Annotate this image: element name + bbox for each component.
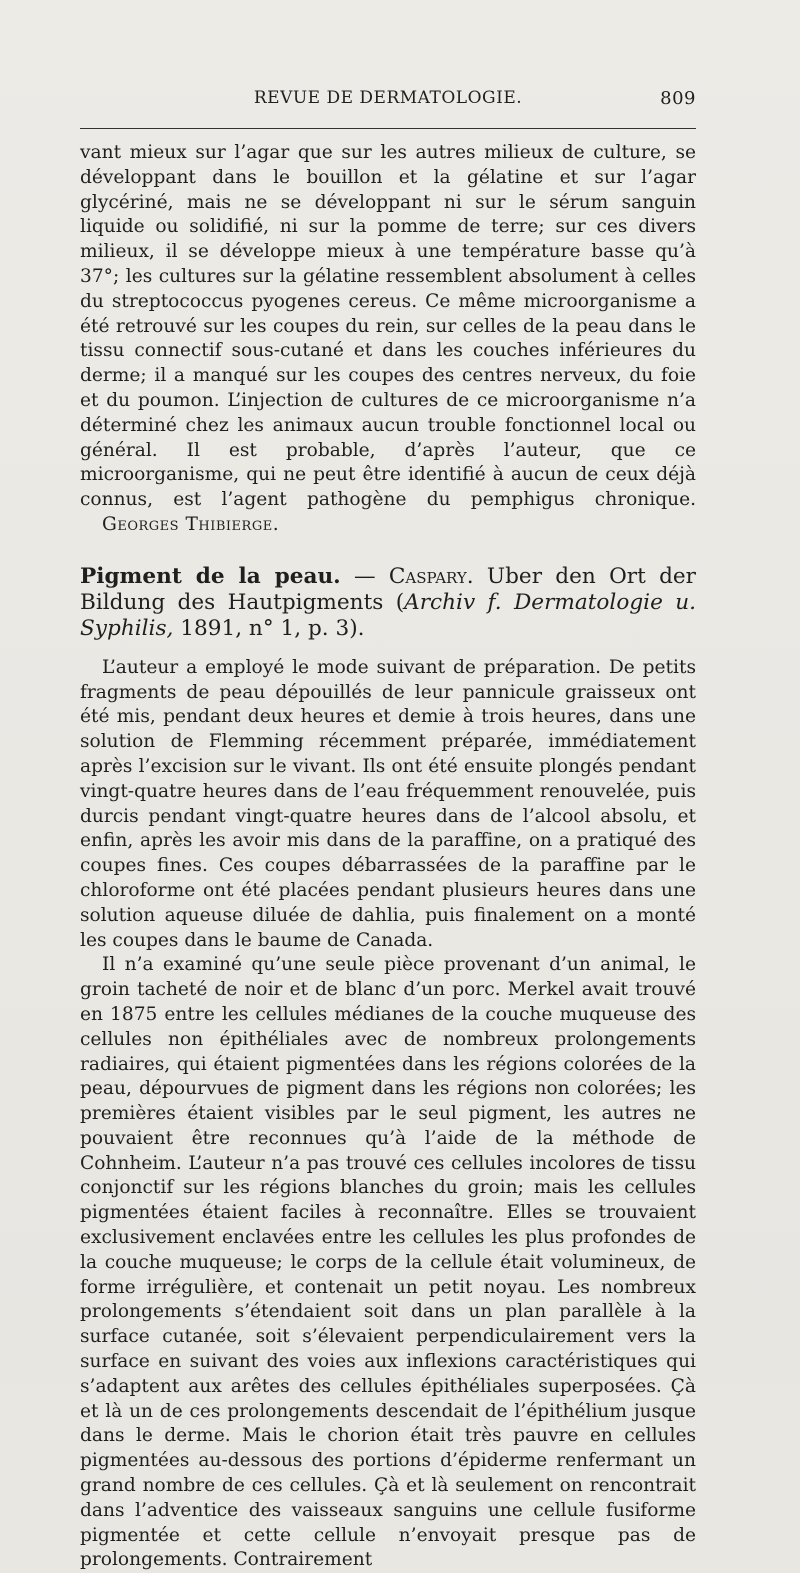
running-head	[80, 88, 696, 118]
section-german-title: Uber den Ort der Bildung des Hautpigments	[80, 563, 697, 615]
section-open-paren: (	[395, 589, 405, 615]
continued-paragraph	[80, 141, 696, 538]
section-journal: Archiv f. Dermatologie u. Syphilis,	[80, 589, 696, 641]
continued-paragraph-text: vant mieux sur l’agar que sur les autres milieux de culture, se développant dans le bouillon et la gélatine et sur l’agar glycériné, mais ne se développant ni sur le sérum sanguin liquide ou solidifié, ni sur la pomme de terre; sur ces divers milieux, il se développe mieux à une température basse qu’à 37°; les cultures sur la gélatine ressemblent absolument à celles du streptococcus pyogenes cereus. Ce même microorganisme a été retrouvé sur les coupes du rein, sur celles de la peau dans le tissu connectif sous-cutané et dans les couches inférieures du derme; il a manqué sur les coupes des centres nerveux, du foie et du poumon. L’injection de cultures de ce microorganisme n’a déterminé chez les animaux aucun trouble fonctionnel local ou général. Il est probable, d’après l’auteur, que ce microorganisme, qui ne peut être identifié à aucun de ceux déjà connus, est l’agent pathogène du pemphigus chronique.	[80, 142, 696, 511]
author-signature: Georges Thibierge.	[102, 513, 280, 535]
header-rule	[80, 128, 696, 129]
section-citation-tail: 1891, n° 1, p. 3).	[173, 615, 365, 641]
section-dash: —	[340, 563, 389, 589]
body-paragraph-2: Il n’a examiné qu’une seule pièce provenant d’un animal, le groin tacheté de noir et de blanc d’un porc. Merkel avait trouvé en 1875 entre les cellules médianes de la couche muqueuse des cellules non épithéliales avec de nombreux prolongements radiaires, qui étaient pigmentées dans les régions colorées de la peau, dépourvues de pigment dans les régions non colorées; les premières étaient visibles par le seul pigment, les autres ne pouvaient être reconnues qu’à l’aide de la méthode de Cohnheim. L’auteur n’a pas trouvé ces cellules incolores de tissu conjonctif sur les régions blanches du groin; mais les cellules pigmentées étaient faciles à reconnaître. Elles se trouvaient exclusivement enclavées entre les cellules les plus profondes de la couche muqueuse; le corps de la cellule était volumineux, de forme irrégulière, et contenait un petit noyau. Les nombreux prolongements s’étendaient soit dans un plan parallèle à la surface cutanée, soit s’élevaient perpendiculairement vers la surface en suivant des voies aux inflexions caractéristiques qui s’adaptent aux arêtes des cellules épithéliales superposées. Çà et là un de ces prolongements descendait de l’épithélium jusque dans le derme. Mais le chorion était très pauvre en cellules pigmentées au-dessous des portions d’épiderme renfermant un grand nombre de ces cellules. Çà et là seulement on rencontrait dans l’adventice des vaisseaux sanguins une cellule fusiforme pigmentée et cette cellule n’envoyait presque pas de prolongements. Contrairement	[80, 954, 696, 1571]
section-subject: Pigment de la peau.	[80, 563, 341, 589]
section-heading	[80, 564, 696, 642]
page-number: 809	[660, 88, 696, 109]
section-author: Caspary.	[388, 563, 474, 589]
running-title: REVUE DE DERMATOLOGIE.	[253, 88, 523, 108]
body-paragraph-1: L’auteur a employé le mode suivant de préparation. De petits fragments de peau dépouillés de leur pannicule graisseux ont été mis, pendant deux heures et demie à trois heures, dans une solution de Flemming récemment préparée, immédiatement après l’excision sur le vivant. Ils ont été ensuite plongés pendant vingt-quatre heures dans de l’eau fréquemment renouvelée, puis durcis pendant vingt-quatre heures dans de l’alcool absolu, et enfin, après les avoir mis dans de la paraffine, on a pratiqué des coupes fines. Ces coupes débarrassées de la paraffine par le chloroforme ont été placées pendant plusieurs heures dans une solution aqueuse diluée de dahlia, puis finalement on a monté les coupes dans le baume de Canada.	[80, 656, 696, 951]
